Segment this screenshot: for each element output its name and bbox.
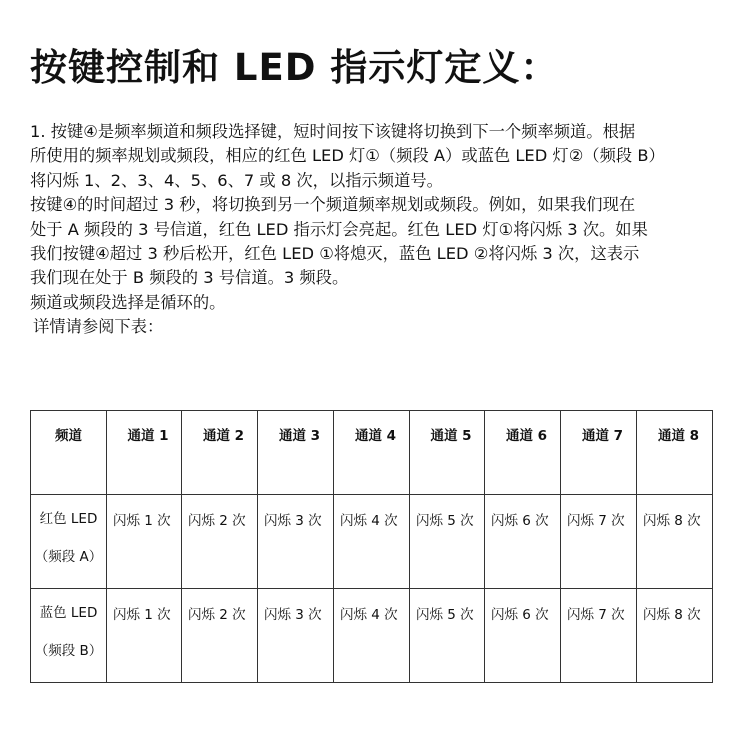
column-header: 通道 5: [410, 411, 485, 495]
table-cell: 闪烁 7 次: [561, 589, 637, 683]
row-sublabel: （频段 B）: [34, 643, 103, 659]
table-cell: 闪烁 7 次: [561, 495, 637, 589]
table-cell: 闪烁 6 次: [485, 495, 561, 589]
table-cell: 闪烁 1 次: [107, 589, 182, 683]
table-cell: 闪烁 2 次: [182, 589, 258, 683]
row-label: 红色 LED: [39, 511, 98, 527]
table-cell: 闪烁 6 次: [485, 589, 561, 683]
table-cell: 闪烁 2 次: [182, 495, 258, 589]
row-header-blue-led: [31, 589, 107, 683]
table-cell: 闪烁 3 次: [258, 589, 334, 683]
row-sublabel: （频段 A）: [34, 549, 103, 565]
page-title: 按键控制和 LED 指示灯定义：: [30, 46, 559, 89]
table-row: [31, 589, 713, 683]
table-cell: 闪烁 5 次: [410, 589, 485, 683]
table-corner-cell: 频道: [31, 411, 107, 495]
table-cell: 闪烁 8 次: [637, 589, 713, 683]
paragraph-line: 所使用的频率规划或频段，相应的红色 LED 灯①（频段 A）或蓝色 LED 灯②（频段 B）: [30, 146, 665, 166]
column-header: 通道 3: [258, 411, 334, 495]
paragraph-line: 详情请参阅下表：: [33, 317, 164, 337]
column-header: 通道 8: [637, 411, 713, 495]
paragraph-line: 我们现在处于 B 频段的 3 号信道。3 频段。: [30, 268, 349, 288]
table-cell: 闪烁 4 次: [334, 495, 410, 589]
table-cell: 闪烁 5 次: [410, 495, 485, 589]
table-cell: 闪烁 4 次: [334, 589, 410, 683]
table-cell: 闪烁 3 次: [258, 495, 334, 589]
table-row: [31, 495, 713, 589]
paragraph-line: 我们按键④超过 3 秒后松开，红色 LED ①将熄灭，蓝色 LED ②将闪烁 3 次，这表示: [30, 244, 640, 264]
paragraph-line: 按键④的时间超过 3 秒，将切换到另一个频道频率规划或频段。例如，如果我们现在: [30, 195, 636, 215]
column-header: 通道 4: [334, 411, 410, 495]
row-header-red-led: [31, 495, 107, 589]
paragraph-line: 频道或频段选择是循环的。: [30, 292, 226, 312]
table-cell: 闪烁 8 次: [637, 495, 713, 589]
description-text: [30, 120, 730, 340]
paragraph-line: 将闪烁 1、2、3、4、5、6、7 或 8 次，以指示频道号。: [30, 170, 443, 190]
table-cell: 闪烁 1 次: [107, 495, 182, 589]
column-header: 通道 7: [561, 411, 637, 495]
table-header-row: [31, 411, 713, 495]
column-header: 通道 2: [182, 411, 258, 495]
channel-table: [30, 410, 713, 683]
row-label: 蓝色 LED: [39, 605, 98, 621]
paragraph-line: 1. 按键④是频率频道和频段选择键，短时间按下该键将切换到下一个频率频道。根据: [30, 122, 636, 141]
paragraph-line: 处于 A 频段的 3 号信道，红色 LED 指示灯会亮起。红色 LED 灯①将闪烁 3 次。如果: [30, 219, 648, 239]
column-header: 通道 6: [485, 411, 561, 495]
column-header: 通道 1: [107, 411, 182, 495]
